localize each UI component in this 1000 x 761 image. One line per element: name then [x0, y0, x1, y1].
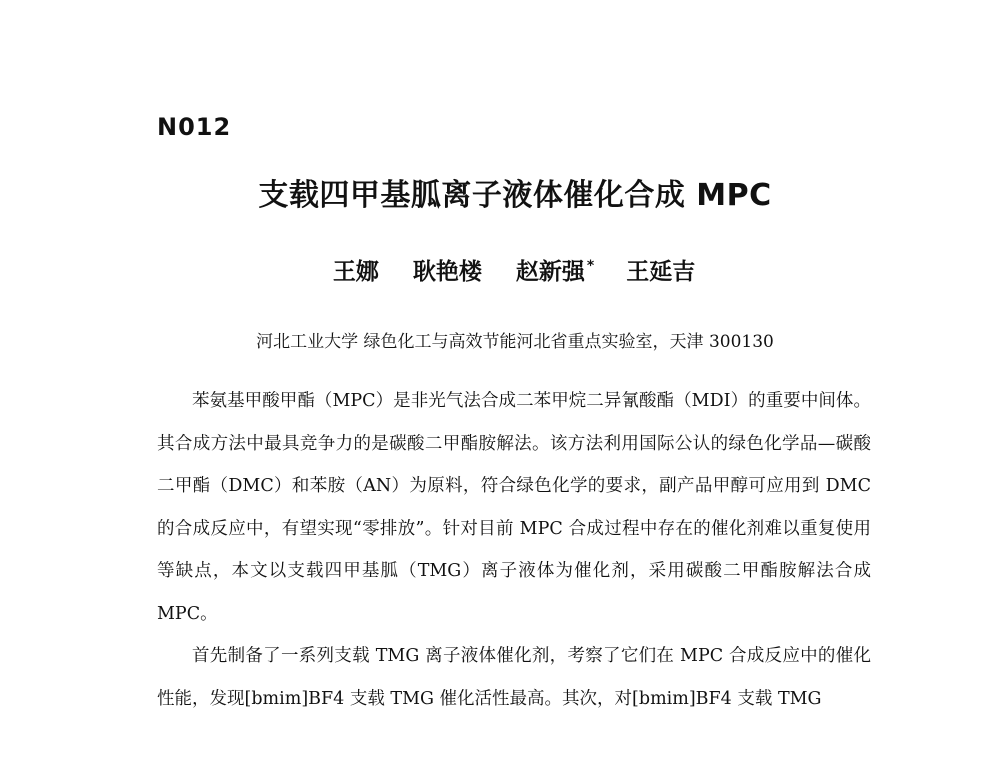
paper-title: 支载四甲基胍离子液体催化合成 MPC [258, 178, 772, 213]
affiliation: 河北工业大学 绿色化工与高效节能河北省重点实验室，天津 300130 [256, 332, 774, 352]
author [333, 253, 381, 286]
paper-code: N012 [157, 113, 232, 141]
abstract-body [157, 380, 871, 720]
author-name: 王娜 [332, 259, 379, 285]
author-name: 王延吉 [626, 259, 696, 285]
author [516, 253, 594, 286]
abstract-paragraph: 首先制备了一系列支载 TMG 离子液体催化剂，考察了它们在 MPC 合成反应中的催化性能，发现[bmim]BF4 支载 TMG 催化活性最高。其次，对[bmim]BF4 支载 TMG [157, 646, 871, 709]
author-name: 赵新强 [515, 259, 585, 285]
author [413, 253, 484, 286]
author-name: 耿艳楼 [412, 259, 482, 285]
author-mark: * [586, 258, 595, 275]
author [626, 253, 697, 286]
abstract-paragraph: 苯氨基甲酸甲酯（MPC）是非光气法合成二苯甲烷二异氰酸酯（MDI）的重要中间体。其合成方法中最具竞争力的是碳酸二甲酯胺解法。该方法利用国际公认的绿色化学品—碳酸二甲酯（DMC）和苯胺（AN）为原料，符合绿色化学的要求，副产品甲醇可应用到 DMC 的合成反应中，有望实现“零排放”。针对目前 MPC 合成过程中存在的催化剂难以重复使用等缺点，本文以支载四甲基胍（TMG）离子液体为催化剂，采用碳酸二甲酯胺解法合成 MPC。 [157, 391, 871, 624]
author-list [0, 253, 1000, 286]
